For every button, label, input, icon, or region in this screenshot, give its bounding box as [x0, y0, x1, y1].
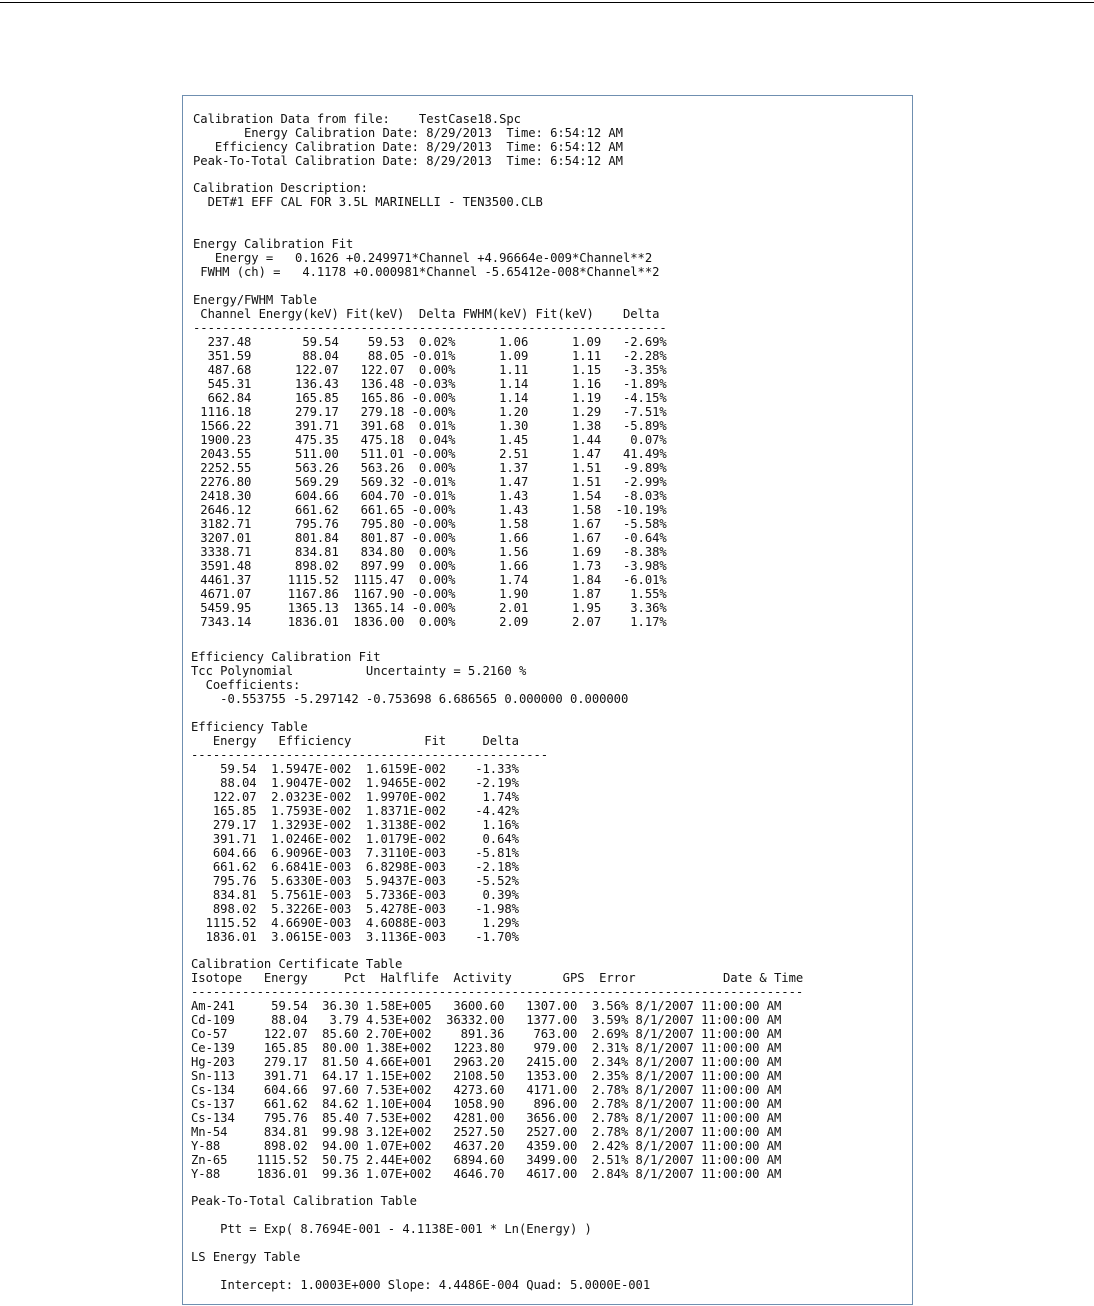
peak-to-total-table: Peak-To-Total Calibration Table Ptt = Exp( 8.7694E-001 - 4.1138E-001 * Ln(Energy) ) — [191, 1194, 592, 1236]
calibration-description: Calibration Description: DET#1 EFF CAL FOR 3.5L MARINELLI - TEN3500.CLB — [193, 181, 543, 209]
energy-fwhm-table: Energy/FWHM Table Channel Energy(keV) Fit(keV) Delta FWHM(keV) Fit(keV) Delta ----------------------------------------------------------------- 237.48 59.54 59.53 0.02% 1.06 1.09 -2.69% 351.59 88.04 88.05 -0.01% 1.09 1.11 -2.28% 487.68 122.07 122.07 0.00% 1.11 1.15 -3.35% 545.31 136.43 136.48 -0.03% 1.14 1.16 -1.89% 662.84 165.85 165.86 -0.00% 1.14 1.19 -4.15% 1116.18 279.17 279.18 -0.00% 1.20 1.29 -7.51% 1566.22 391.71 391.68 0.01% 1.30 1.38 -5.89% 1900.23 475.35 475.18 0.04% 1.45 1.44 0.07% 2043.55 511.00 511.01 -0.00% 2.51 1.47 41.49% 2252.55 563.26 563.26 0.00% 1.37 1.51 -9.89% 2276.80 569.29 569.32 -0.01% 1.47 1.51 -2.99% 2418.30 604.66 604.70 -0.01% 1.43 1.54 -8.03% 2646.12 661.62 661.65 -0.00% 1.43 1.58 -10.19% 3182.71 795.76 795.80 -0.00% 1.58 1.67 -5.58% 3207.01 801.84 801.87 -0.00% 1.66 1.67 -0.64% 3338.71 834.81 834.80 0.00% 1.56 1.69 -8.38% 3591.48 898.02 897.99 0.00% 1.66 1.73 -3.98% 4461.37 1115.52 1115.47 0.00% 1.74 1.84 -6.01% 4671.07 1167.86 1167.90 -0.00% 1.90 1.87 1.55% 5459.95 1365.13 1365.14 -0.00% 2.01 1.95 3.36% 7343.14 1836.01 1836.00 0.00% 2.09 2.07 1.17% — [193, 293, 667, 629]
efficiency-calibration-fit: Efficiency Calibration Fit Tcc Polynomial Uncertainty = 5.2160 % Coefficients: -0.553755 -5.297142 -0.753698 6.686565 0.000000 0.000000 — [191, 650, 629, 706]
calibration-report-panel — [182, 95, 913, 1305]
calibration-certificate-table: Calibration Certificate Table Isotope Energy Pct Halflife Activity GPS Error Date & Time ------------------------------------------------------------------------------------ Am-241 59.54 36.30 1.58E+005 3600.60 1307.00 3.56% 8/1/2007 11:00:00 AM Cd-109 88.04 3.79 4.53E+002 36332.00 1377.00 3.59% 8/1/2007 11:00:00 AM Co-57 122.07 85.60 2.70E+002 891.36 763.00 2.69% 8/1/2007 11:00:00 AM Ce-139 165.85 80.00 1.38E+002 1223.80 979.00 2.31% 8/1/2007 11:00:00 AM Hg-203 279.17 81.50 4.66E+001 2963.20 2415.00 2.34% 8/1/2007 11:00:00 AM Sn-113 391.71 64.17 1.15E+002 2108.50 1353.00 2.35% 8/1/2007 11:00:00 AM Cs-134 604.66 97.60 7.53E+002 4273.60 4171.00 2.78% 8/1/2007 11:00:00 AM Cs-137 661.62 84.62 1.10E+004 1058.90 896.00 2.78% 8/1/2007 11:00:00 AM Cs-134 795.76 85.40 7.53E+002 4281.00 3656.00 2.78% 8/1/2007 11:00:00 AM Mn-54 834.81 99.98 3.12E+002 2527.50 2527.00 2.78% 8/1/2007 11:00:00 AM Y-88 898.02 94.00 1.07E+002 4637.20 4359.00 2.42% 8/1/2007 11:00:00 AM Zn-65 1115.52 50.75 2.44E+002 6894.60 3499.00 2.51% 8/1/2007 11:00:00 AM Y-88 1836.01 99.36 1.07E+002 4646.70 4617.00 2.84% 8/1/2007 11:00:00 AM — [191, 957, 804, 1181]
calibration-header: Calibration Data from file: TestCase18.Spc Energy Calibration Date: 8/29/2013 Time: 6:54:12 AM Efficiency Calibration Date: 8/29/2013 Time: 6:54:12 AM Peak-To-Total Calibration Date: 8/29/2013 Time: 6:54:12 AM — [193, 112, 623, 168]
ls-energy-table: LS Energy Table Intercept: 1.0003E+000 Slope: 4.4486E-004 Quad: 5.0000E-001 — [191, 1250, 651, 1292]
energy-calibration-fit: Energy Calibration Fit Energy = 0.1626 +0.249971*Channel +4.96664e-009*Channel**2 FWHM (ch) = 4.1178 +0.000981*Channel -5.65412e-008*Channel**2 — [193, 237, 660, 279]
top-rule — [0, 2, 1094, 3]
efficiency-table: Efficiency Table Energy Efficiency Fit Delta ------------------------------------------------- 59.54 1.5947E-002 1.6159E-002 -1.33% 88.04 1.9047E-002 1.9465E-002 -2.19% 122.07 2.0323E-002 1.9970E-002 1.74% 165.85 1.7593E-002 1.8371E-002 -4.42% 279.17 1.3293E-002 1.3138E-002 1.16% 391.71 1.0246E-002 1.0179E-002 0.64% 604.66 6.9096E-003 7.3110E-003 -5.81% 661.62 6.6841E-003 6.8298E-003 -2.18% 795.76 5.6330E-003 5.9437E-003 -5.52% 834.81 5.7561E-003 5.7336E-003 0.39% 898.02 5.3226E-003 5.4278E-003 -1.98% 1115.52 4.6690E-003 4.6088E-003 1.29% 1836.01 3.0615E-003 3.1136E-003 -1.70% — [191, 720, 549, 944]
section-gap — [183, 634, 912, 635]
